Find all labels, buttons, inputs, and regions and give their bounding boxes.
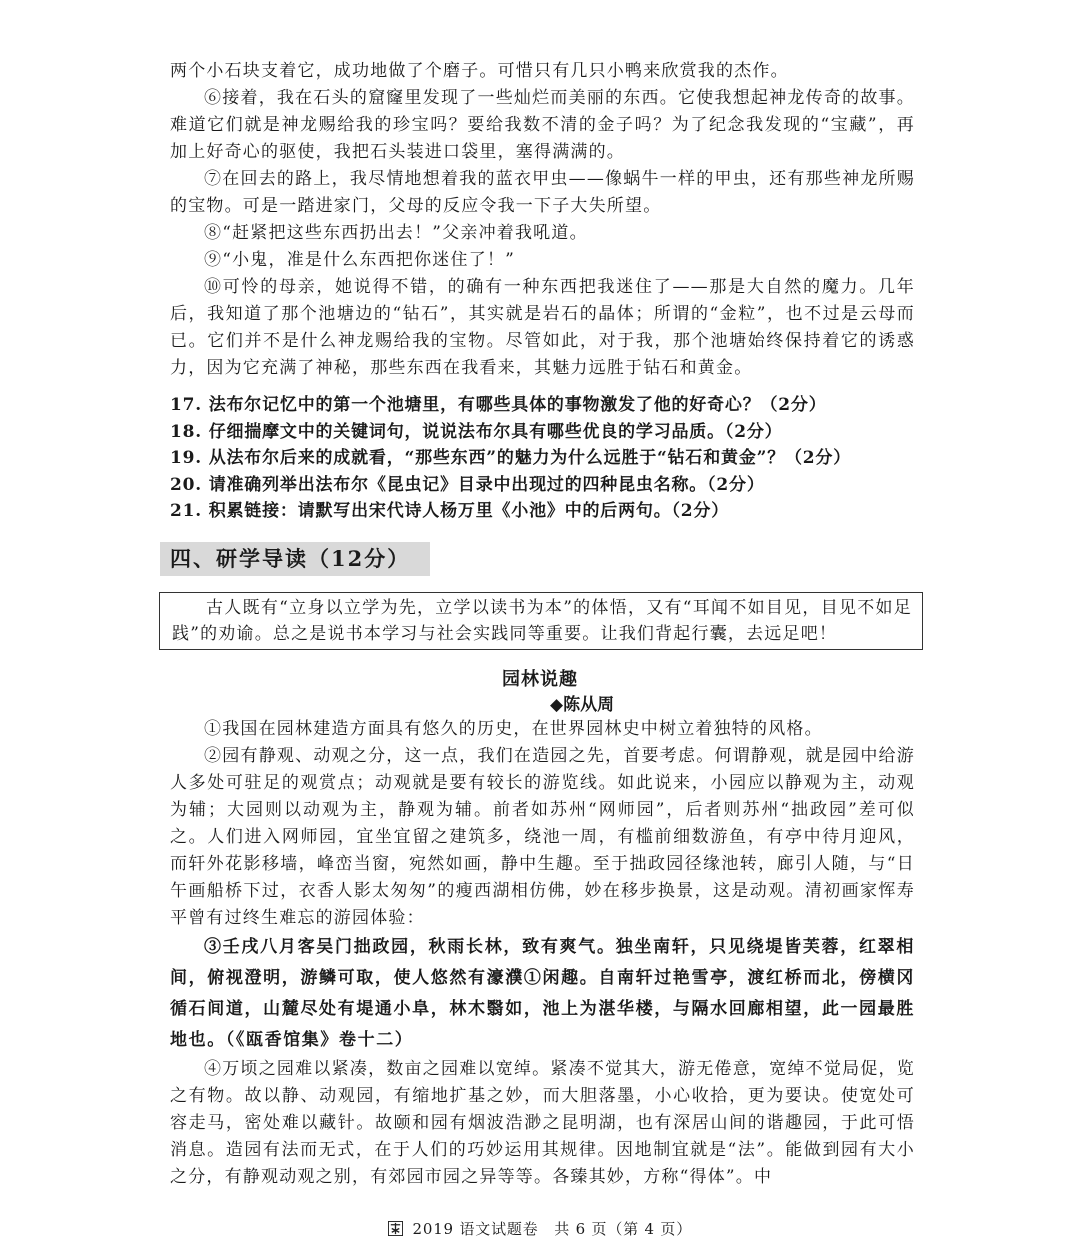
paragraph-8: ⑧“赶紧把这些东西扔出去！”父亲冲着我吼道。	[204, 223, 588, 243]
quote-paragraph-3: ③壬戌八月客吴门拙政园，秋雨长林，致有爽气。独坐南轩，只见绕堤皆芙蓉，红翠相间，俯视澄明，游鳞可取，使人悠然有濠濮①闲趣。自南轩过艳雪亭，渡红桥而北，傍横冈循石间道，山麓尽处有堤通小阜，林木翳如，池上为湛华楼，与隔水回廊相望，此一园最胜地也。（《瓯香馆集》卷十二）	[170, 937, 915, 1050]
article-title: 园林说趣	[502, 669, 578, 690]
question-17: 17. 法布尔记忆中的第一个池塘里，有哪些具体的事物激发了他的好奇心？（2分）	[170, 395, 827, 415]
paragraph-6: ⑥接着，我在石头的窟窿里发现了一些灿烂而美丽的东西。它使我想起神龙传奇的故事。难道它们就是神龙赐给我的珍宝吗？要给我数不清的金子吗？为了纪念我发现的“宝藏”，再加上好奇心的驱使，我把石头装进口袋里，塞得满满的。	[170, 88, 915, 162]
paragraph-7: ⑦在回去的路上，我尽情地想着我的蓝衣甲虫——像蜗牛一样的甲虫，还有那些神龙所赐的宝物。可是一踏进家门，父母的反应令我一下子大失所望。	[170, 169, 915, 216]
article-paragraph-4: ④万顷之园难以紧凑，数亩之园难以宽绰。紧凑不觉其大，游无倦意，宽绰不觉局促，览之有物。故以静、动观园，有缩地扩基之妙，而大胆落墨，小心收拾，更为要诀。使宽处可容走马，密处难以藏针。故颐和园有烟波浩渺之昆明湖，也有深居山间的谐趣园，于此可悟消息。造园有法而无式，在于人们的巧妙运用其规律。因地制宜就是“法”。能做到园有大小之分，有静观动观之别，有郊园市园之异等等。各臻其妙，方称“得体”。中	[170, 1059, 915, 1187]
exam-logo-icon	[388, 1221, 403, 1236]
question-18: 18. 仔细揣摩文中的关键词句，说说法布尔具有哪些优良的学习品质。（2分）	[170, 421, 783, 442]
paragraph-10: ⑩可怜的母亲，她说得不错，的确有一种东西把我迷住了——那是大自然的魔力。几年后，我知道了那个池塘边的“钻石”，其实就是岩石的晶体；所谓的“金粒”，也不过是云母而已。它们并不是什么神龙赐给我的宝物。尽管如此，对于我，那个池塘始终保持着它的诱惑力，因为它充满了神秘，那些东西在我看来，其魅力远胜于钻石和黄金。	[170, 277, 915, 378]
article-body	[170, 716, 915, 1191]
article-author: ◆陈从周	[550, 695, 615, 715]
intro-box: 古人既有“立身以立学为先，立学以读书为本”的体悟，又有“耳闻不如目见，目见不如足践”的劝谕。总之是说书本学习与社会实践同等重要。让我们背起行囊，去远足吧！	[159, 592, 923, 650]
question-20: 20. 请准确列举出法布尔《昆虫记》目录中出现过的四种昆虫名称。（2分）	[170, 474, 765, 495]
article-paragraph-1: ①我国在园林建造方面具有悠久的历史，在世界园林史中树立着独特的风格。	[204, 719, 823, 739]
footer-text: 2019 语文试题卷 共 6 页（第 4 页）	[412, 1220, 693, 1238]
question-list	[170, 392, 915, 525]
question-21: 21. 积累链接：请默写出宋代诗人杨万里《小池》中的后两句。（2分）	[170, 501, 730, 521]
section-heading: 四、研学导读（12分）	[160, 542, 430, 576]
page-footer	[0, 1218, 1080, 1239]
paragraph-9: ⑨“小鬼，准是什么东西把你迷住了！”	[204, 250, 515, 270]
paragraph-5-tail: 两个小石块支着它，成功地做了个磨子。可惜只有几只小鸭来欣赏我的杰作。	[170, 61, 789, 81]
article-paragraph-2: ②园有静观、动观之分，这一点，我们在造园之先，首要考虑。何谓静观，就是园中给游人多处可驻足的观赏点；动观就是要有较长的游览线。如此说来，小园应以静观为主，动观为辅；大园则以动观为主，静观为辅。前者如苏州“网师园”，后者则苏州“拙政园”差可似之。人们进入网师园，宜坐宜留之建筑多，绕池一周，有槛前细数游鱼，有亭中待月迎风，而轩外花影移墙，峰峦当窗，宛然如画，静中生趣。至于拙政园径缘池转，廊引人随，与“日午画船桥下过，衣香人影太匆匆”的瘦西湖相仿佛，妙在移步换景，这是动观。清初画家恽寿平曾有过终生难忘的游园体验：	[170, 746, 915, 928]
question-19: 19. 从法布尔后来的成就看，“那些东西”的魅力为什么远胜于“钻石和黄金”？（2分）	[170, 448, 852, 468]
passage-continuation	[170, 58, 915, 382]
